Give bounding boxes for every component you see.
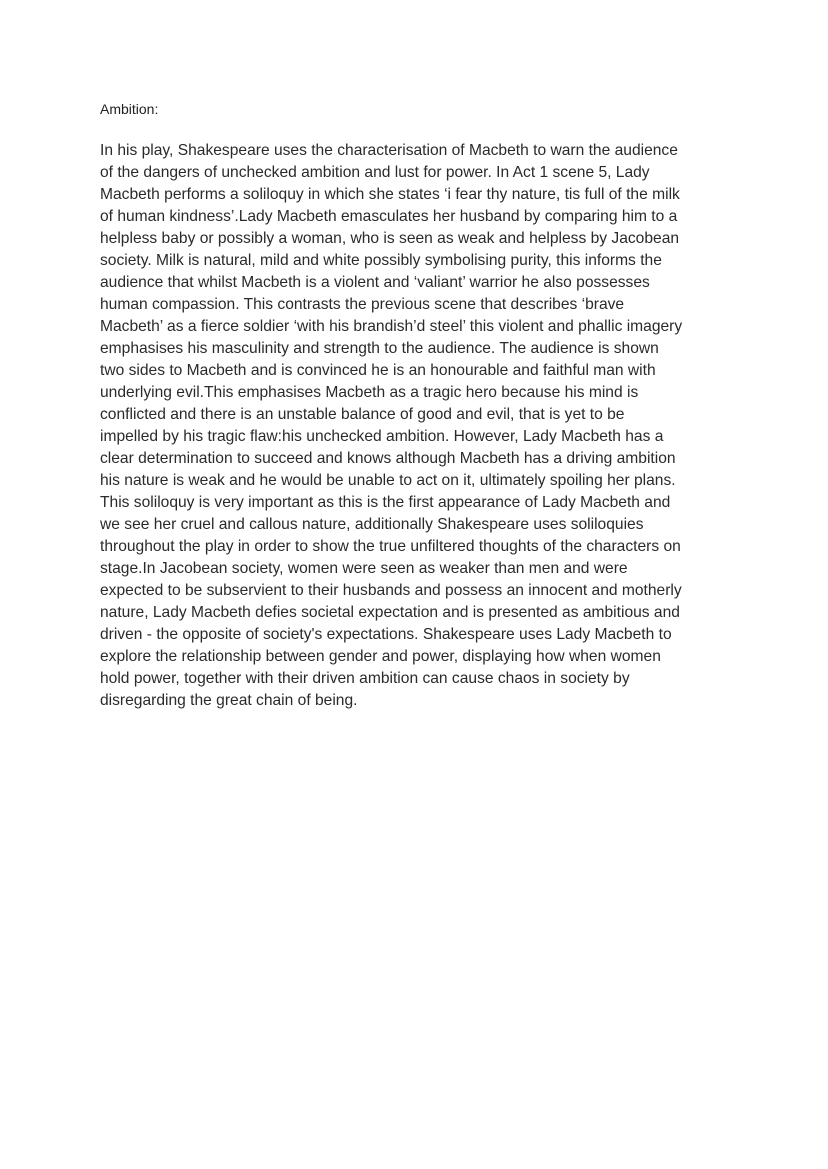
paragraph-line: two sides to Macbeth and is convinced he is an honourable and faithful man with <box>100 362 656 379</box>
section-heading: Ambition: <box>100 101 159 117</box>
paragraph-line: driven - the opposite of society's expectations. Shakespeare uses Lady Macbeth to <box>100 626 672 643</box>
paragraph-line: hold power, together with their driven ambition can cause chaos in society by <box>100 670 630 687</box>
paragraph-line: audience that whilst Macbeth is a violent and ‘valiant’ warrior he also possesses <box>100 274 650 291</box>
paragraph-line: emphasises his masculinity and strength to the audience. The audience is shown <box>100 340 659 357</box>
paragraph-line: In his play, Shakespeare uses the characterisation of Macbeth to warn the audience <box>100 142 678 159</box>
paragraph-line: of the dangers of unchecked ambition and lust for power. In Act 1 scene 5, Lady <box>100 164 650 181</box>
paragraph-line: disregarding the great chain of being. <box>100 692 358 709</box>
paragraph-line: expected to be subservient to their husbands and possess an innocent and motherly <box>100 582 682 599</box>
paragraph-line: helpless baby or possibly a woman, who is seen as weak and helpless by Jacobean <box>100 230 680 247</box>
essay-paragraph <box>100 140 730 712</box>
paragraph-line: Macbeth performs a soliloquy in which she states ‘i fear thy nature, tis full of the milk <box>100 186 680 203</box>
paragraph-line: his nature is weak and he would be unable to act on it, ultimately spoiling her plans. <box>100 472 676 489</box>
paragraph-line: throughout the play in order to show the true unfiltered thoughts of the characters on <box>100 538 681 555</box>
paragraph-line: we see her cruel and callous nature, additionally Shakespeare uses soliloquies <box>100 516 644 533</box>
paragraph-line: underlying evil.This emphasises Macbeth as a tragic hero because his mind is <box>100 384 639 401</box>
paragraph-line: impelled by his tragic flaw:his unchecked ambition. However, Lady Macbeth has a <box>100 428 664 445</box>
paragraph-line: society. Milk is natural, mild and white possibly symbolising purity, this informs the <box>100 252 662 269</box>
paragraph-line: Macbeth’ as a fierce soldier ‘with his brandish’d steel’ this violent and phallic imagery <box>100 318 683 335</box>
paragraph-line: This soliloquy is very important as this is the first appearance of Lady Macbeth and <box>100 494 671 511</box>
paragraph-line: clear determination to succeed and knows although Macbeth has a driving ambition <box>100 450 676 467</box>
paragraph-line: conflicted and there is an unstable balance of good and evil, that is yet to be <box>100 406 625 423</box>
paragraph-line: human compassion. This contrasts the previous scene that describes ‘brave <box>100 296 625 313</box>
paragraph-line: of human kindness’.Lady Macbeth emasculates her husband by comparing him to a <box>100 208 678 225</box>
paragraph-line: stage.In Jacobean society, women were seen as weaker than men and were <box>100 560 628 577</box>
paragraph-line: explore the relationship between gender and power, displaying how when women <box>100 648 661 665</box>
paragraph-line: nature, Lady Macbeth defies societal expectation and is presented as ambitious and <box>100 604 680 621</box>
